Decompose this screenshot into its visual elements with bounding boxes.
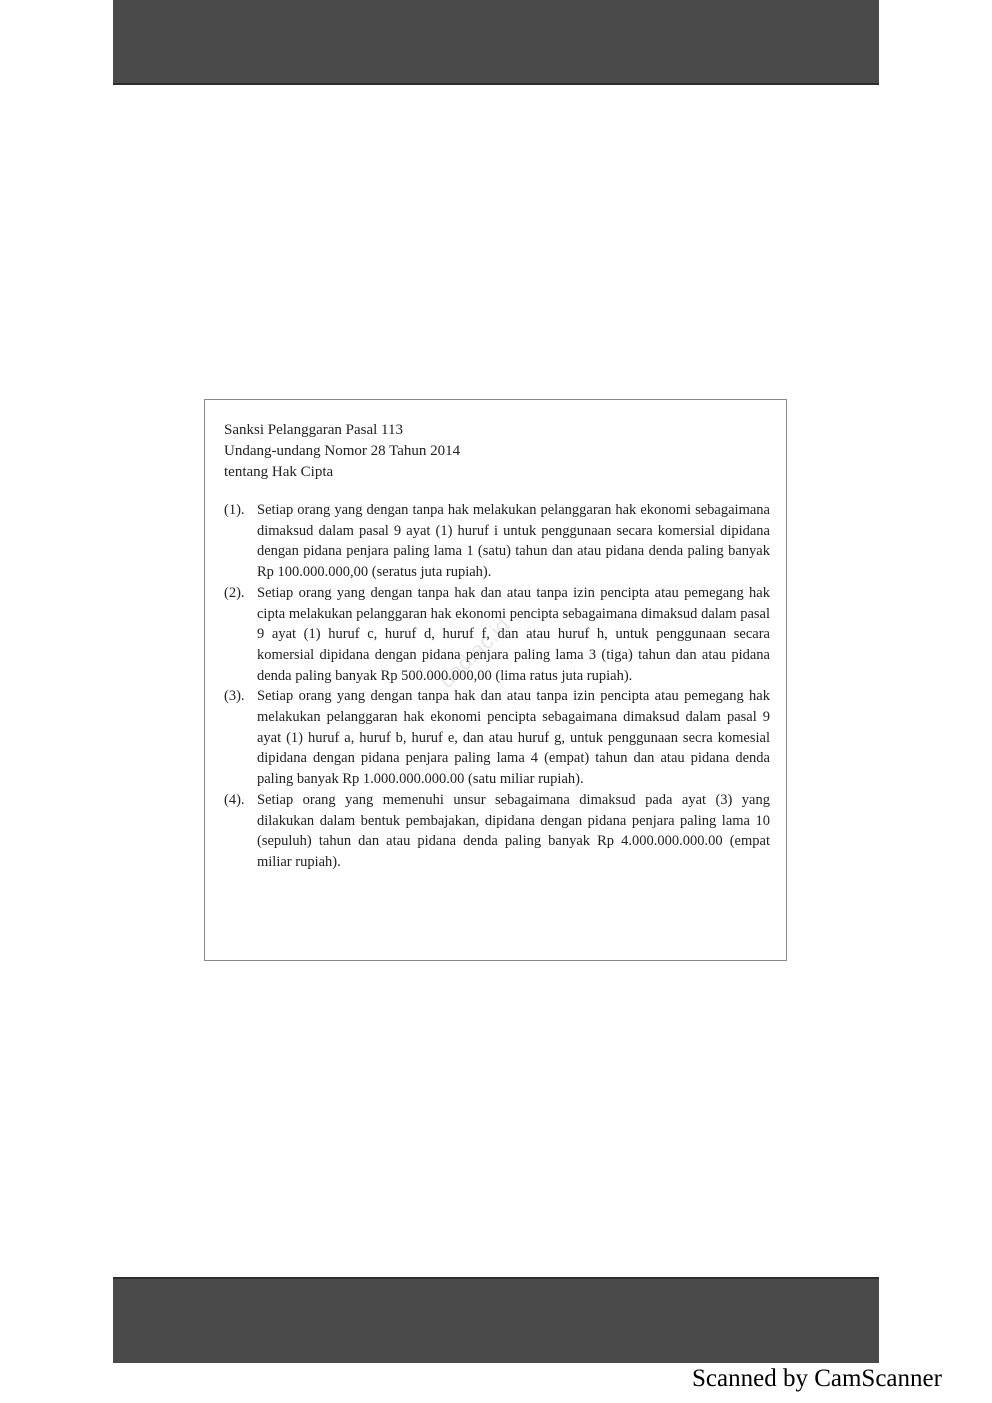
clause-text: Setiap orang yang dengan tanpa hak melakukan pelanggaran hak ekonomi sebagaimana dimaksud dalam pasal 9 ayat (1) huruf i untuk penggunaan secara komersial dipidana dengan pidana penjara paling lama 1 (satu) tahun dan atau pidana denda paling banyak Rp 100.000.000,00 (seratus juta rupiah). xyxy=(257,502,770,581)
heading-line-subject: tentang Hak Cipta xyxy=(224,464,334,480)
camscanner-label: Scanned by CamScanner xyxy=(692,1365,942,1392)
faint-watermark: uad.ac.id xyxy=(433,612,515,694)
heading-line-law: Undang-undang Nomor 28 Tahun 2014 xyxy=(224,443,461,459)
top-header-band xyxy=(113,0,879,85)
clause-number: (2). xyxy=(224,584,245,601)
clause-item xyxy=(224,686,770,790)
copyright-sanction-box xyxy=(204,399,787,961)
bottom-footer-band xyxy=(113,1277,879,1363)
clause-number: (3). xyxy=(224,688,245,705)
clause-number: (1). xyxy=(224,502,245,518)
clause-text: Setiap orang yang memenuhi unsur sebagaimana dimaksud pada ayat (3) yang dilakukan dalam bentuk pembajakan, dipidana dengan pidana penjara paling lama 10 (sepuluh) tahun dan atau pidana denda paling banyak Rp 4.000.000.000.00 (empat miliar rupiah). xyxy=(257,791,770,870)
heading-line-title: Sanksi Pelanggaran Pasal 113 xyxy=(224,422,403,438)
clause-item xyxy=(224,500,770,583)
clause-text: Setiap orang yang dengan tanpa hak dan atau tanpa izin pencipta atau pemegang hak cipta melakukan pelanggaran hak ekonomi pencipta sebagaimana dimaksud dalam pasal 9 ayat (1) huruf c, huruf d, huruf f, dan atau huruf h, untuk penggunaan secara komersial dipidana dengan pidana penjara paling lama 3 (tiga) tahun dan atau pidana denda paling banyak Rp 500.000.000,00 (lima ratus juta rupiah). xyxy=(257,584,770,684)
clause-text: Setiap orang yang dengan tanpa hak dan atau tanpa izin pencipta atau pemegang hak melakukan pelanggaran hak ekonomi pencipta sebagaimana dimaksud dalam pasal 9 ayat (1) huruf a, huruf b, huruf e, dan atau huruf g, untuk penggunaan secra komesial dipidana dengan pidana penjara paling lama 4 (empat) tahun dan atau pidana denda paling banyak Rp 1.000.000.000.00 (satu miliar rupiah). xyxy=(257,688,770,788)
clause-list xyxy=(224,500,770,873)
clause-item xyxy=(224,790,770,873)
sanction-heading xyxy=(224,420,460,483)
clause-number: (4). xyxy=(224,791,245,808)
